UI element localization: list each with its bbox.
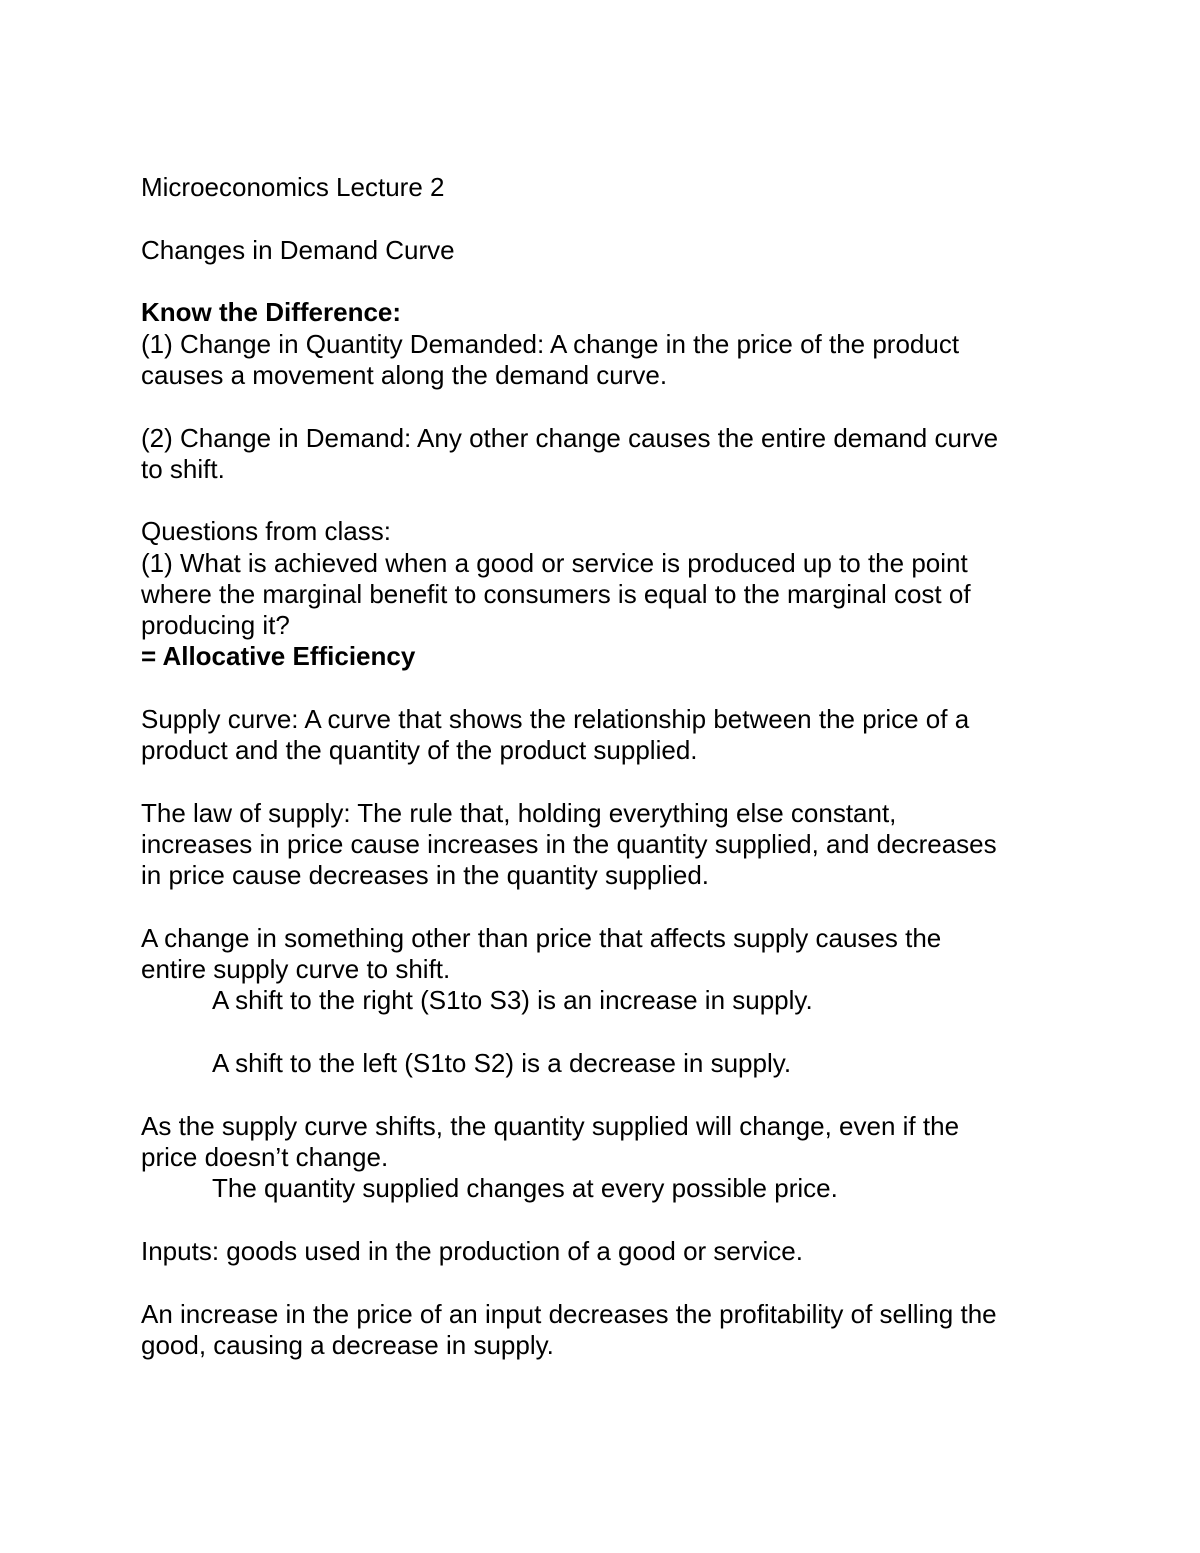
- input-price-line-2: good, causing a decrease in supply.: [141, 1329, 554, 1360]
- question-1-line-1: (1) What is achieved when a good or service is produced up to the point: [141, 547, 968, 578]
- spacer: [141, 766, 1081, 798]
- spacer: [141, 1267, 1081, 1299]
- supply-curve-line-2: product and the quantity of the product supplied.: [141, 735, 698, 766]
- question-1-line-2: where the marginal benefit to consumers is equal to the marginal cost of: [141, 578, 971, 609]
- point-1-line-1: (1) Change in Quantity Demanded: A change in the price of the product: [141, 328, 960, 359]
- section-subtitle: Changes in Demand Curve: [141, 234, 455, 265]
- questions-heading: Questions from class:: [141, 516, 391, 547]
- document-title: Microeconomics Lecture 2: [141, 172, 445, 202]
- spacer: [141, 1204, 1081, 1236]
- curve-shifts-line-1: As the supply curve shifts, the quantity supplied will change, even if the: [141, 1110, 960, 1141]
- spacer: [141, 485, 1081, 517]
- spacer: [141, 1079, 1081, 1111]
- spacer: [141, 891, 1081, 923]
- law-of-supply-line-1: The law of supply: The rule that, holding everything else constant,: [141, 797, 897, 828]
- law-of-supply-line-2: increases in price cause increases in the quantity supplied, and decreases: [141, 829, 997, 860]
- spacer: [141, 203, 1081, 235]
- question-1-line-3: producing it?: [141, 610, 290, 641]
- point-2-line-2: to shift.: [141, 453, 225, 484]
- shift-left-text: A shift to the left (S1to S2) is a decrease in supply.: [212, 1048, 792, 1079]
- curve-shifts-line-2: price doesn’t change.: [141, 1141, 389, 1172]
- inputs-definition: Inputs: goods used in the production of a good or service.: [141, 1235, 803, 1266]
- point-2-line-1: (2) Change in Demand: Any other change causes the entire demand curve: [141, 422, 999, 453]
- spacer: [141, 391, 1081, 423]
- law-of-supply-line-3: in price cause decreases in the quantity supplied.: [141, 860, 710, 891]
- shift-right-text: A shift to the right (S1to S3) is an increase in supply.: [212, 985, 813, 1016]
- point-1-line-2: causes a movement along the demand curve.: [141, 359, 668, 390]
- document-page: [141, 172, 1081, 1361]
- input-price-line-1: An increase in the price of an input decreases the profitability of selling the: [141, 1298, 997, 1329]
- question-1-answer: = Allocative Efficiency: [141, 641, 416, 672]
- spacer: [141, 266, 1081, 298]
- spacer: [141, 672, 1081, 704]
- curve-shifts-line-3: The quantity supplied changes at every possible price.: [212, 1173, 838, 1204]
- supply-change-line-1: A change in something other than price that affects supply causes the: [141, 922, 942, 953]
- supply-curve-line-1: Supply curve: A curve that shows the relationship between the price of a: [141, 703, 970, 734]
- know-difference-heading: Know the Difference:: [141, 297, 402, 328]
- spacer: [141, 1017, 1081, 1049]
- supply-change-line-2: entire supply curve to shift.: [141, 954, 451, 985]
